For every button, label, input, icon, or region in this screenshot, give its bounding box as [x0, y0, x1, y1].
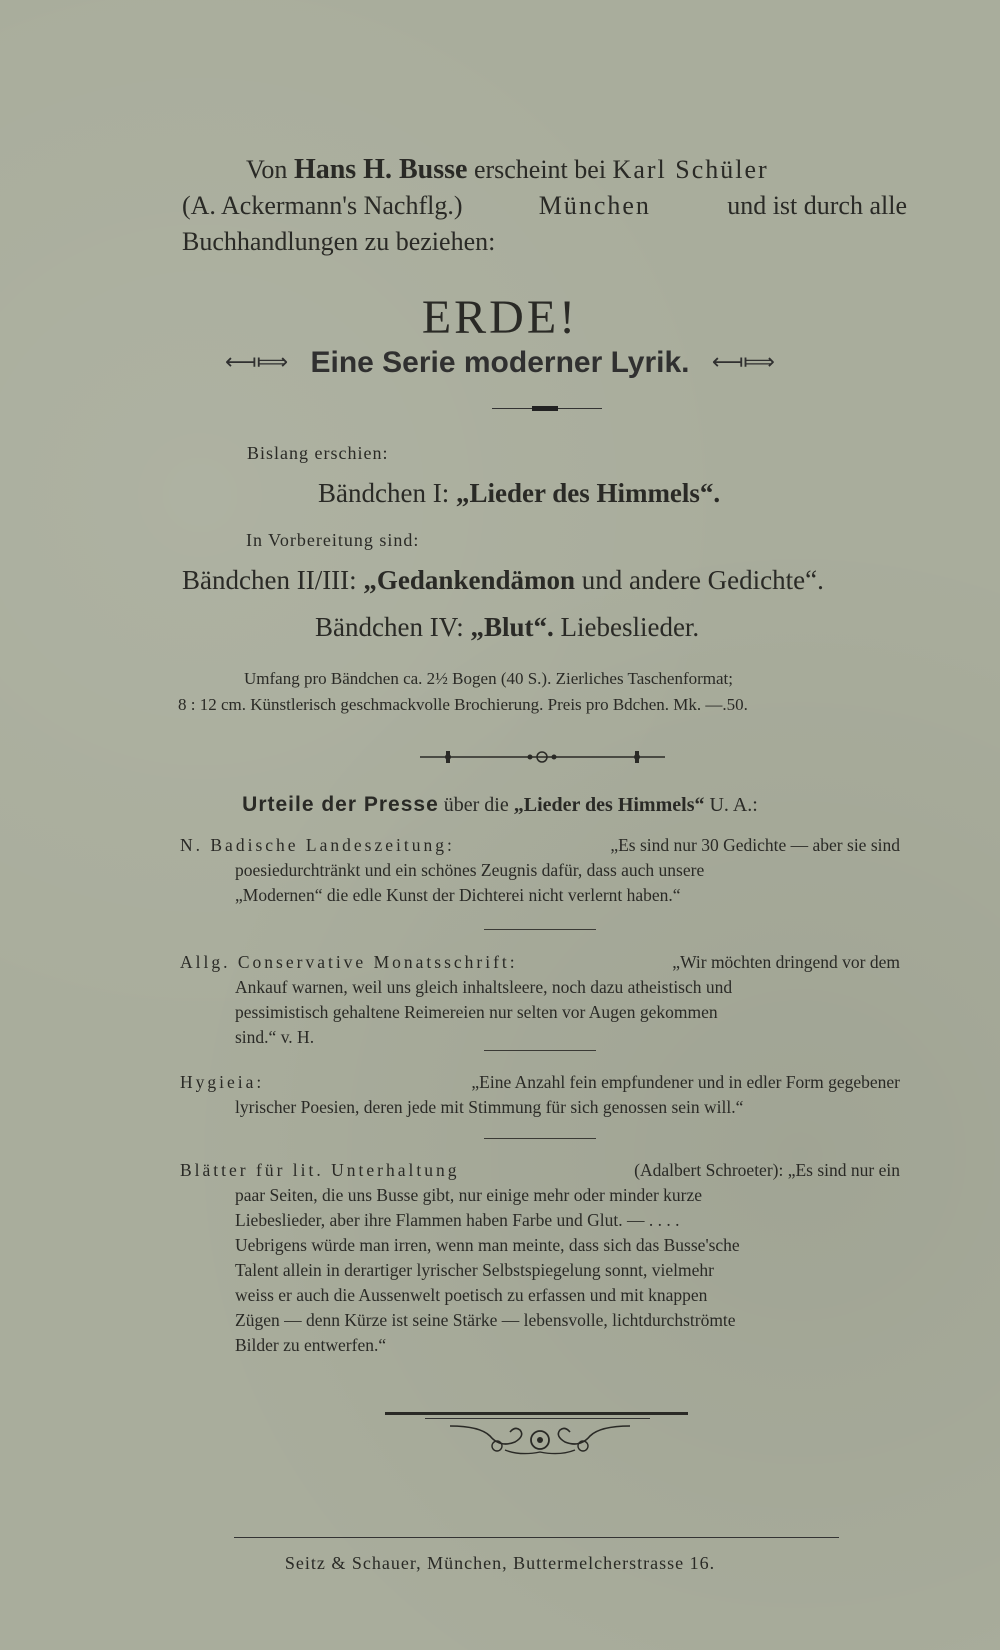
review-3-first-line — [180, 1070, 900, 1095]
review-separator — [484, 1138, 596, 1139]
book-info-line-1: Umfang pro Bändchen ca. 2½ Bogen (40 S.). Zierliches Taschenformat; — [244, 669, 733, 688]
review-4-line: weiss er auch die Aussenwelt poetisch zu erfassen und mit knappen — [235, 1285, 708, 1305]
ornament-right-icon: ⟻⟾ — [711, 350, 775, 375]
review-4-line: paar Seiten, die uns Busse gibt, nur einige mehr oder minder kurze — [235, 1185, 703, 1205]
review-4-line: Liebeslieder, aber ihre Flammen haben Farbe und Glut. — . . . . — [235, 1210, 680, 1230]
baendchen-1 — [318, 478, 720, 509]
intro-line-1 — [182, 152, 907, 188]
intro-line-2 — [182, 188, 907, 224]
review-4-first-line — [180, 1158, 900, 1183]
review-1-quote-start: „Es sind nur 30 Gedichte — aber sie sind — [610, 835, 900, 855]
press-heading-mid: über die — [443, 794, 509, 816]
review-2-quote-start: „Wir möchten dringend vor dem — [672, 952, 900, 972]
printer-footer: Seitz & Schauer, München, Buttermelcherstrasse 16. — [284, 1553, 716, 1573]
baendchen-4-title: „Blut“. — [470, 612, 554, 642]
review-4-source: Blätter für lit. Unterhaltung — [180, 1160, 460, 1180]
review-1-body — [180, 858, 900, 908]
review-3-body — [180, 1095, 900, 1120]
review-2-line: Ankauf warnen, weil uns gleich inhaltsleere, noch dazu atheistisch und — [235, 977, 733, 997]
review-4-body — [180, 1183, 900, 1358]
review-1-source: N. Badische Landeszeitung: — [180, 835, 455, 855]
intro-text: erscheint bei — [473, 155, 607, 184]
ornament-left-icon: ⟻⟾ — [225, 350, 289, 375]
review-3-source: Hygieia: — [180, 1072, 265, 1092]
review-1-line: poesiedurchtränkt und ein schönes Zeugnis dafür, dass auch unsere — [235, 860, 705, 880]
intro-line-3: Buchhandlungen zu beziehen: — [182, 227, 496, 256]
press-heading — [0, 793, 1000, 817]
published-label: Bislang erschien: — [247, 443, 389, 463]
review-2-first-line — [180, 950, 900, 975]
baendchen-1-title: „Lieder des Himmels“. — [455, 478, 721, 508]
review-4-quote-start: (Adalbert Schroeter): „Es sind nur ein — [634, 1160, 900, 1180]
review-3-quote-start: „Eine Anzahl fein empfundener und in edler Form gegebener — [471, 1072, 900, 1092]
baendchen-2-title: „Gedankendämon — [363, 565, 575, 595]
review-1-first-line — [180, 833, 900, 858]
review-4-line: Talent allein in derartiger lyrischer Selbstspiegelung sonnt, vielmehr — [235, 1260, 714, 1280]
review-4-line: Zügen — denn Kürze ist seine Stärke — lebensvolle, lichtdurchströmte — [235, 1310, 736, 1330]
series-subtitle: Eine Serie moderner Lyrik. — [310, 346, 690, 379]
ornamental-divider-icon — [420, 750, 665, 764]
review-3-line: lyrischer Poesien, deren jede mit Stimmung für sich genossen sein will.“ — [235, 1097, 744, 1117]
review-1 — [180, 833, 900, 908]
book-info — [178, 666, 903, 718]
baendchen-1-prefix: Bändchen I: — [318, 478, 450, 508]
intro-publisher-note: (A. Ackermann's Nachflg.) — [182, 191, 463, 220]
intro-paragraph — [182, 152, 907, 260]
baendchen-4 — [315, 612, 699, 643]
baendchen-2-prefix: Bändchen II/III: — [182, 565, 357, 595]
review-3 — [180, 1070, 900, 1120]
series-title: ERDE! — [421, 291, 579, 344]
baendchen-4-prefix: Bändchen IV: — [315, 612, 464, 642]
review-1-line: „Modernen“ die edle Kunst der Dichterei nicht verlernt haben.“ — [235, 885, 681, 905]
baendchen-2-suffix: und andere Gedichte“. — [581, 565, 824, 595]
intro-city: München — [538, 191, 651, 220]
intro-text-2: und ist durch alle — [727, 191, 907, 220]
review-2-line: pessimistisch gehaltene Reimereien nur selten vor Augen gekommen — [235, 1002, 718, 1022]
press-heading-title: „Lieder des Himmels“ — [513, 794, 705, 816]
review-4-line: Uebrigens würde man irren, wenn man meinte, dass sich das Busse'sche — [235, 1235, 740, 1255]
review-2-line: sind.“ v. H. — [235, 1027, 315, 1047]
intro-von: Von — [246, 155, 288, 184]
baendchen-2-3 — [182, 565, 824, 596]
review-2 — [180, 950, 900, 1050]
press-heading-end: U. A.: — [709, 794, 758, 816]
in-preparation-label: In Vorbereitung sind: — [246, 530, 420, 550]
review-separator — [484, 929, 596, 930]
review-2-body — [180, 975, 900, 1050]
review-separator — [484, 1050, 596, 1051]
author-name: Hans H. Busse — [293, 154, 468, 185]
closing-rule — [385, 1412, 688, 1415]
book-info-line-2: 8 : 12 cm. Künstlerisch geschmackvolle Brochierung. Preis pro Bdchen. Mk. —.50. — [178, 695, 748, 714]
footer-rule — [234, 1537, 839, 1538]
review-4 — [180, 1158, 900, 1358]
closing-ornament-icon — [445, 1420, 635, 1460]
publisher-name: Karl Schüler — [612, 155, 769, 184]
press-heading-bold: Urteile der Presse — [242, 793, 439, 816]
baendchen-4-suffix: Liebeslieder. — [560, 612, 700, 642]
series-subtitle-row — [0, 346, 1000, 380]
review-4-line: Bilder zu entwerfen.“ — [235, 1335, 387, 1355]
divider-rule-center — [532, 406, 558, 411]
closing-thin-rule — [425, 1418, 650, 1419]
review-2-source: Allg. Conservative Monatsschrift: — [180, 952, 518, 972]
